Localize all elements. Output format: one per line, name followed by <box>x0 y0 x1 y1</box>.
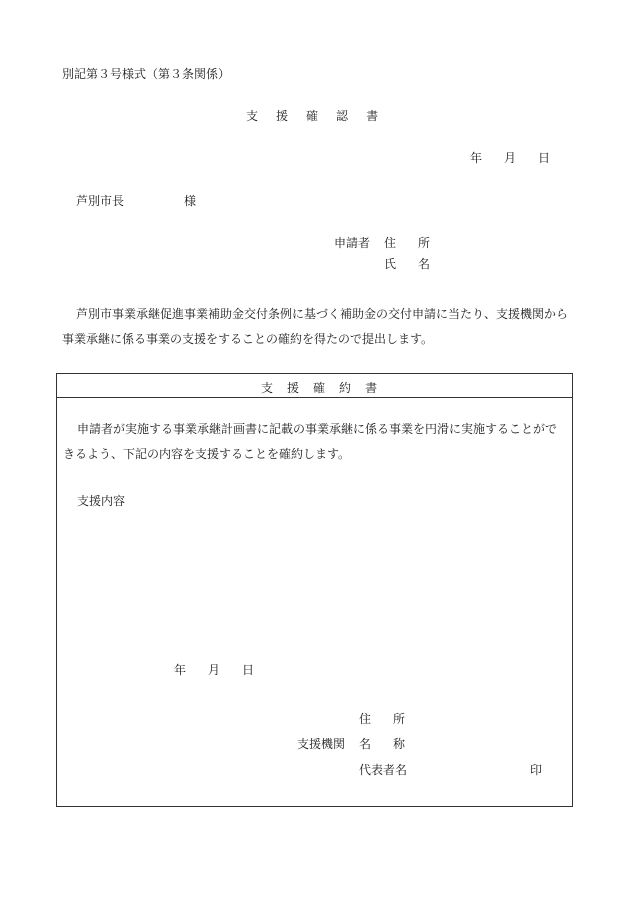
pledge-title-char: 支 <box>261 381 274 395</box>
applicant-address-char: 所 <box>418 236 431 250</box>
addressee <box>76 195 196 207</box>
pledge-date <box>174 664 254 676</box>
addressee-honorific: 様 <box>184 194 197 208</box>
support-org-label: 支援機関 <box>297 737 346 751</box>
pledge-title <box>261 379 377 396</box>
pledge-header <box>57 374 572 398</box>
document-title-char: 支 <box>246 109 259 123</box>
date-day-label: 日 <box>538 151 551 165</box>
org-name-char: 名 <box>359 737 372 751</box>
org-address-label <box>359 713 405 725</box>
document-title <box>246 110 378 122</box>
applicant-name-char: 名 <box>418 257 431 271</box>
submission-date <box>470 152 550 164</box>
document-title-char: 確 <box>306 109 319 123</box>
seal-mark: 印 <box>530 763 543 777</box>
pledge-title-char: 約 <box>339 381 352 395</box>
date-day-label: 日 <box>242 663 255 677</box>
date-year-label: 年 <box>470 151 483 165</box>
document-title-char: 認 <box>336 109 349 123</box>
representative-label: 代表者名 <box>359 763 408 777</box>
pledge-title-char: 援 <box>287 381 300 395</box>
body-text: 芦別市事業承継促進事業補助金交付条例に基づく補助金の交付申請に当たり、支援機関から事業承継に係る事業の支援をすることの確約を得たので提出します。 <box>62 307 569 346</box>
org-name-char: 称 <box>393 737 406 751</box>
document-title-char: 援 <box>276 109 289 123</box>
document-title-char: 書 <box>366 109 379 123</box>
applicant-name-char: 氏 <box>384 257 397 271</box>
pledge-title-char: 書 <box>365 381 378 395</box>
date-month-label: 月 <box>208 663 221 677</box>
form-number: 別記第３号様式（第３条関係） <box>62 67 231 81</box>
applicant-label: 申請者 <box>334 236 371 250</box>
applicant-name-label <box>384 258 430 270</box>
date-year-label: 年 <box>174 663 187 677</box>
pledge-text: 申請者が実施する事業承継計画書に記載の事業承継に係る事業を円滑に実施することができるよう、下記の内容を支援することを確約します。 <box>63 422 558 461</box>
org-address-char: 所 <box>393 712 406 726</box>
addressee-name: 芦別市長 <box>76 194 125 208</box>
support-content-label: 支援内容 <box>77 494 126 508</box>
pledge-title-char: 確 <box>313 381 326 395</box>
date-month-label: 月 <box>504 151 517 165</box>
applicant-address-label <box>384 237 430 249</box>
org-name-label <box>359 738 405 750</box>
applicant-address-char: 住 <box>384 236 397 250</box>
org-address-char: 住 <box>359 712 372 726</box>
pledge-box <box>56 373 573 807</box>
